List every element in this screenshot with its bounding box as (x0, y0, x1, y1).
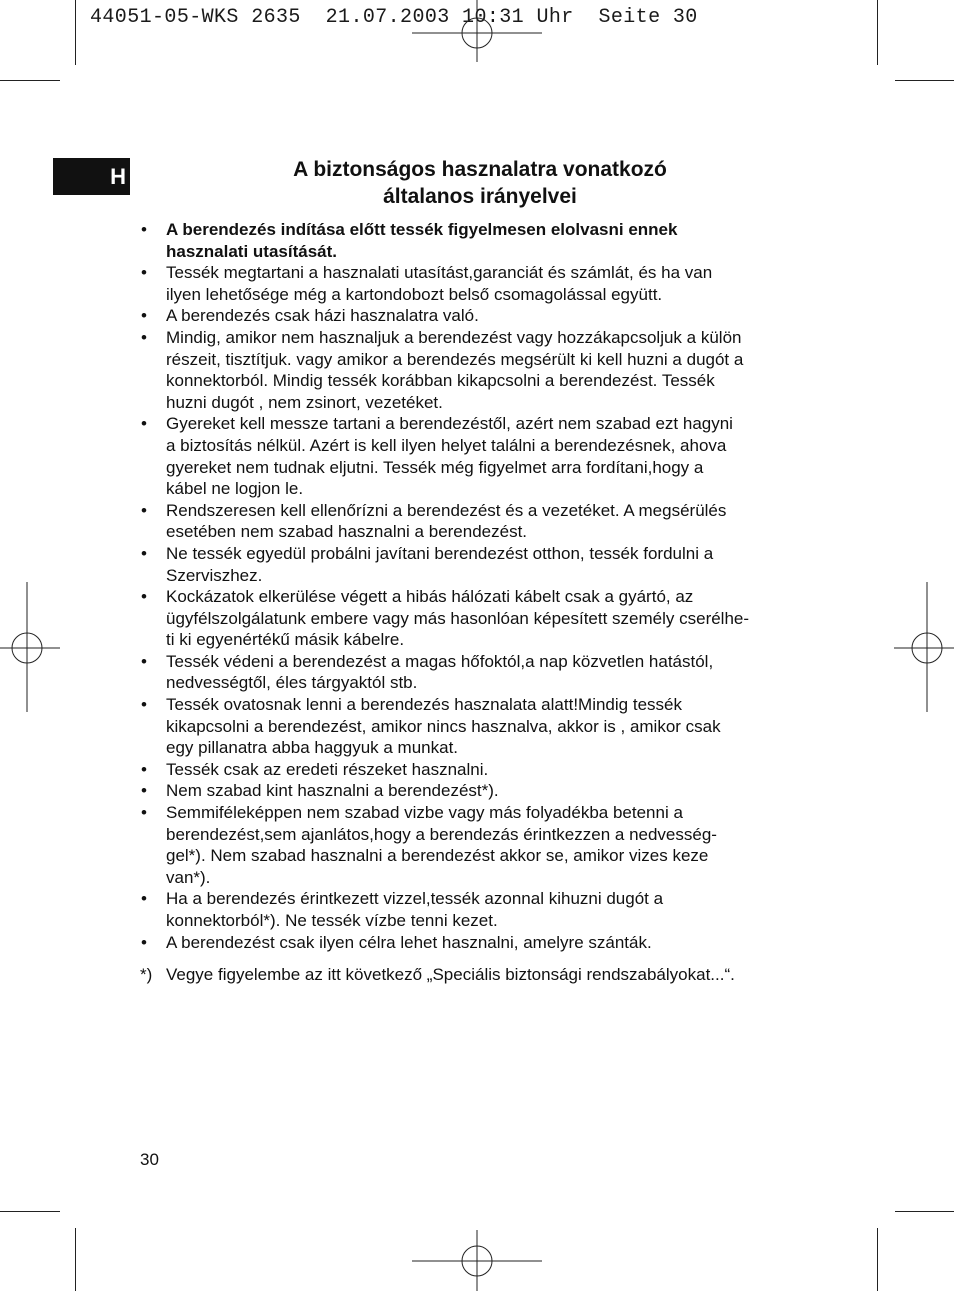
list-item-line: Mindig, amikor nem hasznaljuk a berendezést vagy hozzákapcsoljuk a külön (166, 327, 742, 347)
list-item-line: nedvességtől, éles tárgyaktól stb. (166, 673, 418, 693)
list-item-text (166, 933, 652, 952)
list-item-line: Szerviszhez. (166, 565, 263, 585)
list-item (140, 802, 830, 888)
list-item (140, 932, 830, 954)
list-item-line: A berendezést csak ilyen célra lehet hasznalni, amelyre szánták. (166, 932, 652, 952)
list-item-line: hasznalati utasítását. (166, 241, 338, 261)
list-item (140, 888, 830, 931)
list-item-line: egy pillanatra abba haggyuk a munkat. (166, 738, 459, 758)
list-item-line: kikapcsolni a berendezést, amikor nincs hasznalva, akkor is , amikor csak (166, 716, 721, 736)
list-item-text (166, 414, 733, 498)
list-item (140, 651, 830, 694)
list-item (140, 327, 830, 413)
list-item (140, 219, 830, 262)
list-item-line: A berendezés indítása előtt tessék figyelmesen elolvasni ennek (166, 220, 678, 239)
list-item-line: berendezést,sem ajanlátos,hogy a berendezás érintkezzen a nedvesség- (166, 824, 717, 844)
list-item-line: gyereket nem tudnak eljutni. Tessék még figyelmet arra fordítani,hogy a (166, 457, 704, 477)
list-item-text (166, 220, 677, 261)
registration-mark-left (0, 582, 60, 712)
page-number: 30 (140, 1150, 159, 1169)
crop-mark-top-right-v (877, 0, 878, 65)
list-item-text (166, 306, 479, 325)
footnote-mark: *) (140, 965, 153, 985)
list-item-line: konnektorból. Mindig tessék korábban kikapcsolni a berendezést. Tessék (166, 371, 715, 391)
list-item-line: Rendszeresen kell ellenőrízni a berendezést és a vezetéket. A megsérülés (166, 500, 727, 520)
bullet-icon: • (141, 263, 147, 283)
list-item-line: Ha a berendezés érintkezett vizzel,tessék azonnal kihuzni dugót a (166, 889, 664, 909)
bullet-icon: • (141, 803, 147, 823)
registration-mark-bottom (412, 1230, 542, 1291)
list-item-line: konnektorból*). Ne tessék vízbe tenni kezet. (166, 911, 498, 930)
list-item-line: részeit, tisztítjuk. vagy amikor a berendezés megsérült ki kell huzni a dugót a (166, 349, 744, 369)
list-item-text (166, 695, 721, 757)
list-item-line: Tessék védeni a berendezést a magas hőfoktól,a nap közvetlen hatástól, (166, 651, 714, 671)
list-item-text (166, 328, 743, 412)
crop-mark-top-left-h (0, 80, 60, 81)
language-tab (53, 158, 130, 195)
list-item (140, 543, 830, 586)
list-item-line: ti ki egyenértékű másik kábelre. (166, 630, 405, 650)
list-item (140, 305, 830, 327)
list-item-line: kábel ne logjon le. (166, 479, 304, 499)
list-item (140, 500, 830, 543)
list-item-line: Gyereket kell messze tartani a berendezéstől, azért nem szabad ezt hagyni (166, 414, 733, 434)
bullet-icon: • (141, 759, 147, 779)
crop-mark-top-left-v (75, 0, 76, 65)
list-item-line: Nem szabad kint hasznalni a berendezést*). (166, 781, 499, 801)
list-item-text (166, 760, 488, 779)
bullet-icon: • (141, 414, 147, 434)
list-item-line: Tessék megtartani a hasznalati utasítást,garanciát és számlát, és ha van (166, 263, 713, 283)
bullet-icon: • (141, 587, 147, 607)
list-item-line: a biztosítás nélkül. Azért is kell ilyen helyet találni a berendezésnek, ahova (166, 435, 727, 455)
registration-mark-right (894, 582, 954, 712)
page-title-line-1: A biztonságos hasznalatra vonatkozó (293, 158, 667, 181)
crop-mark-bottom-left-v (75, 1228, 76, 1291)
list-item-text (166, 803, 717, 887)
list-item-line: esetében nem szabad hasznalni a berendezést. (166, 522, 528, 542)
bullet-icon: • (141, 327, 147, 347)
bullet-icon: • (141, 306, 147, 326)
crop-mark-bottom-right-h (895, 1211, 954, 1212)
list-item-line: Tessék csak az eredeti részeket hasznalni. (166, 759, 489, 779)
bullet-icon: • (141, 500, 147, 520)
list-item-text (166, 889, 663, 930)
page-title (200, 156, 760, 210)
list-item (140, 586, 830, 651)
list-item-text (166, 263, 712, 304)
footnote (140, 964, 830, 986)
registration-mark-top (412, 0, 542, 62)
print-slug-header: 44051-05-WKS 2635 21.07.2003 10:31 Uhr Seite 30 (90, 6, 698, 29)
list-item-text (166, 587, 749, 649)
list-item (140, 694, 830, 759)
bullet-icon: • (141, 781, 147, 801)
list-item-line: Ne tessék egyedül probálni javítani berendezést otthon, tessék fordulni a (166, 543, 714, 563)
list-item (140, 780, 830, 802)
bullet-icon: • (141, 220, 147, 239)
list-item-text (166, 544, 713, 585)
list-item-line: huzni dugót , nem zsinort, vezetéket. (166, 392, 443, 412)
safety-list (140, 219, 830, 953)
language-tab-label: H (110, 164, 126, 189)
list-item (140, 413, 830, 499)
list-item-text (166, 781, 499, 800)
list-item-line: gel*). Nem szabad hasznalni a berendezést akkor se, amikor vizes keze (166, 846, 709, 866)
list-item-text (166, 652, 713, 693)
bullet-icon: • (141, 889, 147, 909)
list-item-line: Semmiféleképpen nem szabad vizbe vagy más folyadékba betenni a (166, 803, 683, 823)
list-item-line: Tessék ovatosnak lenni a berendezés hasznalata alatt!Mindig tessék (166, 695, 682, 715)
bullet-icon: • (141, 695, 147, 715)
crop-mark-top-right-h (895, 80, 954, 81)
list-item-line: Kockázatok elkerülése végett a hibás hálózati kábelt csak a gyártó, az (166, 587, 694, 607)
list-item-line: van*). (166, 867, 211, 887)
page-title-line-2: általanos irányelvei (383, 185, 577, 208)
list-item-line: ügyfélszolgálatunk embere vagy más hasonlóan képesített személy cserélhe- (166, 608, 750, 628)
footnote-text: Vegye figyelembe az itt következő „Speciális biztonsági rendszabályokat...“. (166, 965, 735, 985)
list-item-line: ilyen lehetősége még a kartondobozt belső csomagolással együtt. (166, 284, 663, 304)
crop-mark-bottom-right-v (877, 1228, 878, 1291)
safety-instructions (140, 219, 830, 986)
list-item-line: A berendezés csak házi hasznalatra való. (166, 306, 479, 326)
bullet-icon: • (141, 932, 147, 952)
bullet-icon: • (141, 651, 147, 671)
list-item (140, 262, 830, 305)
list-item (140, 759, 830, 781)
bullet-icon: • (141, 543, 147, 563)
list-item-text (166, 501, 726, 542)
crop-mark-bottom-left-h (0, 1211, 60, 1212)
